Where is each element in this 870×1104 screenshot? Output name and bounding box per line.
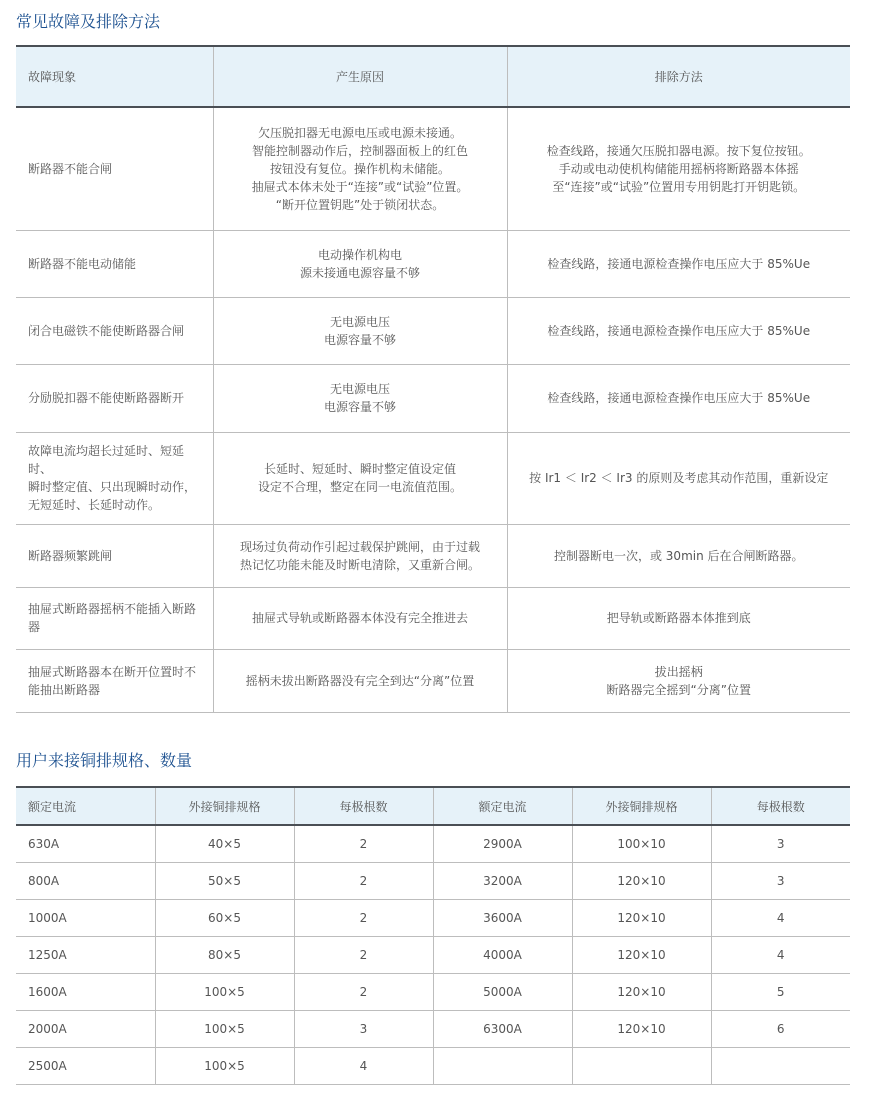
symptom-cell: 故障电流均超长过延时、短延时、 瞬时整定值、只出现瞬时动作， 无短延时、长延时动作。 xyxy=(16,432,213,524)
bars-per-pole-cell: 2 xyxy=(294,899,433,936)
header-bar-spec: 外接铜排规格 xyxy=(155,787,294,825)
bars-per-pole-cell: 3 xyxy=(711,825,850,862)
rated-current-cell: 2000A xyxy=(16,1010,155,1047)
remedy-cell: 检查线路，接通电源检查操作电压应大于 85%Ue xyxy=(507,364,850,432)
rated-current-cell: 1000A xyxy=(16,899,155,936)
bar-spec-cell: 120×10 xyxy=(572,973,711,1010)
symptom-cell: 分励脱扣器不能使断路器断开 xyxy=(16,364,213,432)
table-row xyxy=(16,825,850,862)
bar-spec-cell: 120×10 xyxy=(572,936,711,973)
table-row xyxy=(16,1047,850,1084)
cause-cell: 摇柄未拔出断路器没有完全到达“分离”位置 xyxy=(213,649,507,712)
bar-spec-cell: 40×5 xyxy=(155,825,294,862)
bars-per-pole-cell: 2 xyxy=(294,862,433,899)
symptom-cell: 闭合电磁铁不能使断路器合闸 xyxy=(16,297,213,364)
symptom-cell: 断路器不能电动储能 xyxy=(16,230,213,297)
header-remedy: 排除方法 xyxy=(507,46,850,107)
table-row xyxy=(16,107,850,230)
header-cause: 产生原因 xyxy=(213,46,507,107)
cause-cell: 现场过负荷动作引起过载保护跳闸，由于过载 热记忆功能未能及时断电清除，又重新合闸。 xyxy=(213,524,507,587)
header-bars-per-pole: 每极根数 xyxy=(294,787,433,825)
rated-current-cell: 6300A xyxy=(433,1010,572,1047)
remedy-cell: 检查线路，接通电源检查操作电压应大于 85%Ue xyxy=(507,297,850,364)
bars-per-pole-cell: 5 xyxy=(711,973,850,1010)
table-row xyxy=(16,297,850,364)
rated-current-cell: 800A xyxy=(16,862,155,899)
header-bars-per-pole: 每极根数 xyxy=(711,787,850,825)
rated-current-cell: 4000A xyxy=(433,936,572,973)
rated-current-cell: 630A xyxy=(16,825,155,862)
bar-spec-cell: 100×5 xyxy=(155,1047,294,1084)
header-symptom: 故障现象 xyxy=(16,46,213,107)
cause-cell: 电动操作机构电 源未接通电源容量不够 xyxy=(213,230,507,297)
cause-cell: 无电源电压 电源容量不够 xyxy=(213,364,507,432)
rated-current-cell: 2900A xyxy=(433,825,572,862)
remedy-cell: 把导轨或断路器本体推到底 xyxy=(507,587,850,649)
table-row xyxy=(16,899,850,936)
remedy-cell: 按 Ir1 ＜ Ir2 ＜ Ir3 的原则及考虑其动作范围，重新设定 xyxy=(507,432,850,524)
bar-spec-cell: 120×10 xyxy=(572,862,711,899)
cause-cell: 抽屉式导轨或断路器本体没有完全推进去 xyxy=(213,587,507,649)
copper-section-title: 用户来接铜排规格、数量 xyxy=(16,751,193,770)
table-row xyxy=(16,432,850,524)
bars-per-pole-cell: 6 xyxy=(711,1010,850,1047)
copper-bar-table xyxy=(16,786,850,1085)
header-rated-current: 额定电流 xyxy=(16,787,155,825)
table-row xyxy=(16,587,850,649)
bar-spec-cell: 100×5 xyxy=(155,1010,294,1047)
header-bar-spec: 外接铜排规格 xyxy=(572,787,711,825)
remedy-cell: 检查线路，接通电源检查操作电压应大于 85%Ue xyxy=(507,230,850,297)
symptom-cell: 抽屉式断路器本在断开位置时不 能抽出断路器 xyxy=(16,649,213,712)
bars-per-pole-cell: 2 xyxy=(294,825,433,862)
bars-per-pole-cell: 3 xyxy=(711,862,850,899)
bars-per-pole-cell: 4 xyxy=(294,1047,433,1084)
fault-section-title: 常见故障及排除方法 xyxy=(16,12,161,31)
remedy-cell: 控制器断电一次，或 30min 后在合闸断路器。 xyxy=(507,524,850,587)
symptom-cell: 抽屉式断路器摇柄不能插入断路 器 xyxy=(16,587,213,649)
bars-per-pole-cell: 3 xyxy=(294,1010,433,1047)
table-row xyxy=(16,936,850,973)
bar-spec-cell: 120×10 xyxy=(572,1010,711,1047)
table-row xyxy=(16,649,850,712)
rated-current-cell: 3200A xyxy=(433,862,572,899)
table-row xyxy=(16,1010,850,1047)
rated-current-cell: 5000A xyxy=(433,973,572,1010)
copper-table-header xyxy=(16,787,850,825)
bars-per-pole-cell: 2 xyxy=(294,936,433,973)
bar-spec-cell: 100×10 xyxy=(572,825,711,862)
bars-per-pole-cell xyxy=(711,1047,850,1084)
table-row xyxy=(16,230,850,297)
table-row xyxy=(16,524,850,587)
rated-current-cell: 3600A xyxy=(433,899,572,936)
fault-table xyxy=(16,45,850,713)
remedy-cell: 检查线路，接通欠压脱扣器电源。按下复位按钮。 手动或电动使机构储能用摇柄将断路器本体摇 至“连接”或“试验”位置用专用钥匙打开钥匙锁。 xyxy=(507,107,850,230)
fault-table-header xyxy=(16,46,850,107)
remedy-cell: 拔出摇柄 断路器完全摇到“分离”位置 xyxy=(507,649,850,712)
bar-spec-cell: 50×5 xyxy=(155,862,294,899)
rated-current-cell: 1600A xyxy=(16,973,155,1010)
rated-current-cell: 1250A xyxy=(16,936,155,973)
bar-spec-cell: 100×5 xyxy=(155,973,294,1010)
bar-spec-cell: 120×10 xyxy=(572,899,711,936)
table-row xyxy=(16,364,850,432)
cause-cell: 欠压脱扣器无电源电压或电源未接通。 智能控制器动作后，控制器面板上的红色 按钮没有复位。操作机构未储能。 抽屉式本体未处于“连接”或“试验”位置。 “断开位置钥匙”处于锁闭状态。 xyxy=(213,107,507,230)
table-row xyxy=(16,973,850,1010)
header-rated-current: 额定电流 xyxy=(433,787,572,825)
cause-cell: 无电源电压 电源容量不够 xyxy=(213,297,507,364)
bar-spec-cell: 60×5 xyxy=(155,899,294,936)
rated-current-cell xyxy=(433,1047,572,1084)
symptom-cell: 断路器不能合闸 xyxy=(16,107,213,230)
bars-per-pole-cell: 4 xyxy=(711,936,850,973)
symptom-cell: 断路器频繁跳闸 xyxy=(16,524,213,587)
rated-current-cell: 2500A xyxy=(16,1047,155,1084)
bar-spec-cell xyxy=(572,1047,711,1084)
cause-cell: 长延时、短延时、瞬时整定值设定值 设定不合理，整定在同一电流值范围。 xyxy=(213,432,507,524)
bar-spec-cell: 80×5 xyxy=(155,936,294,973)
table-row xyxy=(16,862,850,899)
bars-per-pole-cell: 2 xyxy=(294,973,433,1010)
bars-per-pole-cell: 4 xyxy=(711,899,850,936)
